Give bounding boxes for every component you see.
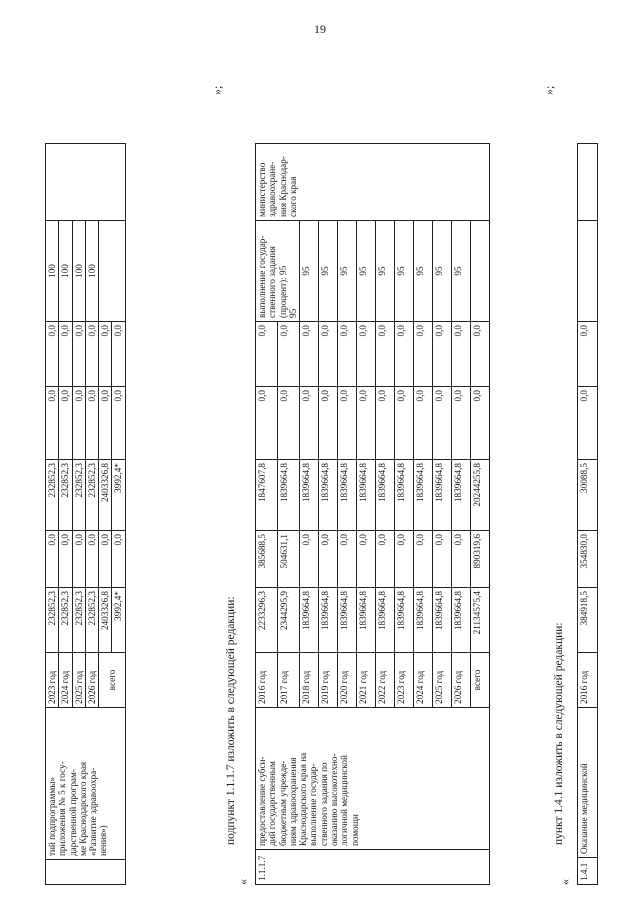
table-row: 2020 год 1839664,8 0,0 1839664,8 0,0 0,0 95 [338, 144, 357, 885]
total-cell: 232852,3 [46, 588, 59, 653]
total-cell: 2233296,3 [256, 588, 278, 653]
table-row: 2024 год 232852,3 0,0 232852,3 0,0 0,0 100 [59, 144, 72, 885]
table-row: 2022 год 1839664,8 0,0 1839664,8 0,0 0,0 95 [376, 144, 395, 885]
year-cell: 2016 год [256, 653, 278, 708]
table-item-1-1-1-7 [255, 143, 490, 885]
total-cell: 384918,5 [578, 588, 598, 653]
closing-quote: »; [542, 85, 556, 95]
indicator-text-cell: выполнение государ- ственного задания (процент): 95 95 [256, 221, 300, 322]
item-number-cell: 1.4.1 [578, 858, 598, 885]
table-row [256, 144, 278, 885]
local-cell: 0,0 [578, 387, 598, 460]
table-row: 2019 год 1839664,8 0,0 1839664,8 0,0 0,0 95 [319, 144, 338, 885]
table-row: 2026 год 1839664,8 0,0 1839664,8 0,0 0,0 95 [452, 144, 471, 885]
page-number: 19 [314, 22, 326, 36]
regional-cell: 30088,5 [578, 460, 598, 531]
opening-quote: « [558, 879, 572, 885]
local-cell: 0,0 [46, 387, 59, 460]
table-row: 2018 год 1839664,8 0,0 1839664,8 0,0 0,0 95 [300, 144, 319, 885]
opening-quote: « [236, 879, 250, 885]
table-row: 2024 год 1839664,8 0,0 1839664,8 0,0 0,0 95 [414, 144, 433, 885]
section-heading: подпункт 1.1.1.7 изложить в следующей редакции: [225, 596, 237, 845]
regional-cell: 1847607,8 [256, 460, 278, 531]
description-cell: Оказание медицинской [578, 708, 598, 858]
table-row: всего 2403326,8 0,0 2403326,8 0,0 0,0 [99, 144, 112, 885]
table-row: 3992,4* 0,0 3992,4* 0,0 0,0 [112, 144, 125, 885]
year-cell: 2023 год [46, 653, 59, 708]
description-cell: предоставление субси- дий государственным бюджетным учрежде- ниям здравоохранения Краснодарского края на выполнение государ- ственного задания по оказанию высокотехно- логичной медицинской помощи [256, 708, 490, 850]
regional-cell: 232852,3 [46, 460, 59, 531]
table-row [46, 144, 59, 885]
table-row: 2017 год 2344295,9 504631,1 1839664,8 0,0 0,0 [278, 144, 300, 885]
federal-cell: 354830,0 [578, 531, 598, 588]
other-cell: 0,0 [578, 322, 598, 387]
closing-quote: »; [210, 85, 224, 95]
local-cell: 0,0 [256, 387, 278, 460]
table-row: 2025 год 1839664,8 0,0 1839664,8 0,0 0,0 95 [433, 144, 452, 885]
other-cell: 0,0 [256, 322, 278, 387]
table-row: всего 21134575,4 890319,6 20244255,8 0,0 0,0 [471, 144, 490, 885]
table-row: 2026 год 232852,3 0,0 232852,3 0,0 0,0 100 [85, 144, 98, 885]
executor-cell [46, 144, 126, 221]
table-row [578, 144, 598, 885]
table-row: 2025 год 232852,3 0,0 232852,3 0,0 0,0 100 [72, 144, 85, 885]
executor-cell [578, 144, 598, 221]
other-cell: 0,0 [46, 322, 59, 387]
executor-cell: министерство здравоохране- ния Краснодар- ского края [256, 144, 490, 221]
rotated-document-body [45, 25, 635, 885]
number-cell [46, 860, 126, 885]
table-item-1-4-1 [577, 143, 598, 885]
year-cell: 2016 год [578, 653, 598, 708]
section-heading: пункт 1.4.1 изложить в следующей редакции: [553, 622, 565, 845]
description-cell: тий подпрограммы» приложения № 5 к госу- дарственной програм- ме Краснодарского края «Развитие здравоохра- нения») [46, 708, 126, 860]
table-continued-item [45, 143, 126, 885]
item-number-cell: 1.1.1.7 [256, 850, 490, 885]
table-row: 2021 год 1839664,8 0,0 1839664,8 0,0 0,0 95 [357, 144, 376, 885]
federal-cell: 0,0 [46, 531, 59, 588]
indicator-cell: 100 [46, 221, 59, 322]
table-row: 2023 год 1839664,8 0,0 1839664,8 0,0 0,0 95 [395, 144, 414, 885]
federal-cell: 385688,5 [256, 531, 278, 588]
indicator-cell [578, 221, 598, 322]
